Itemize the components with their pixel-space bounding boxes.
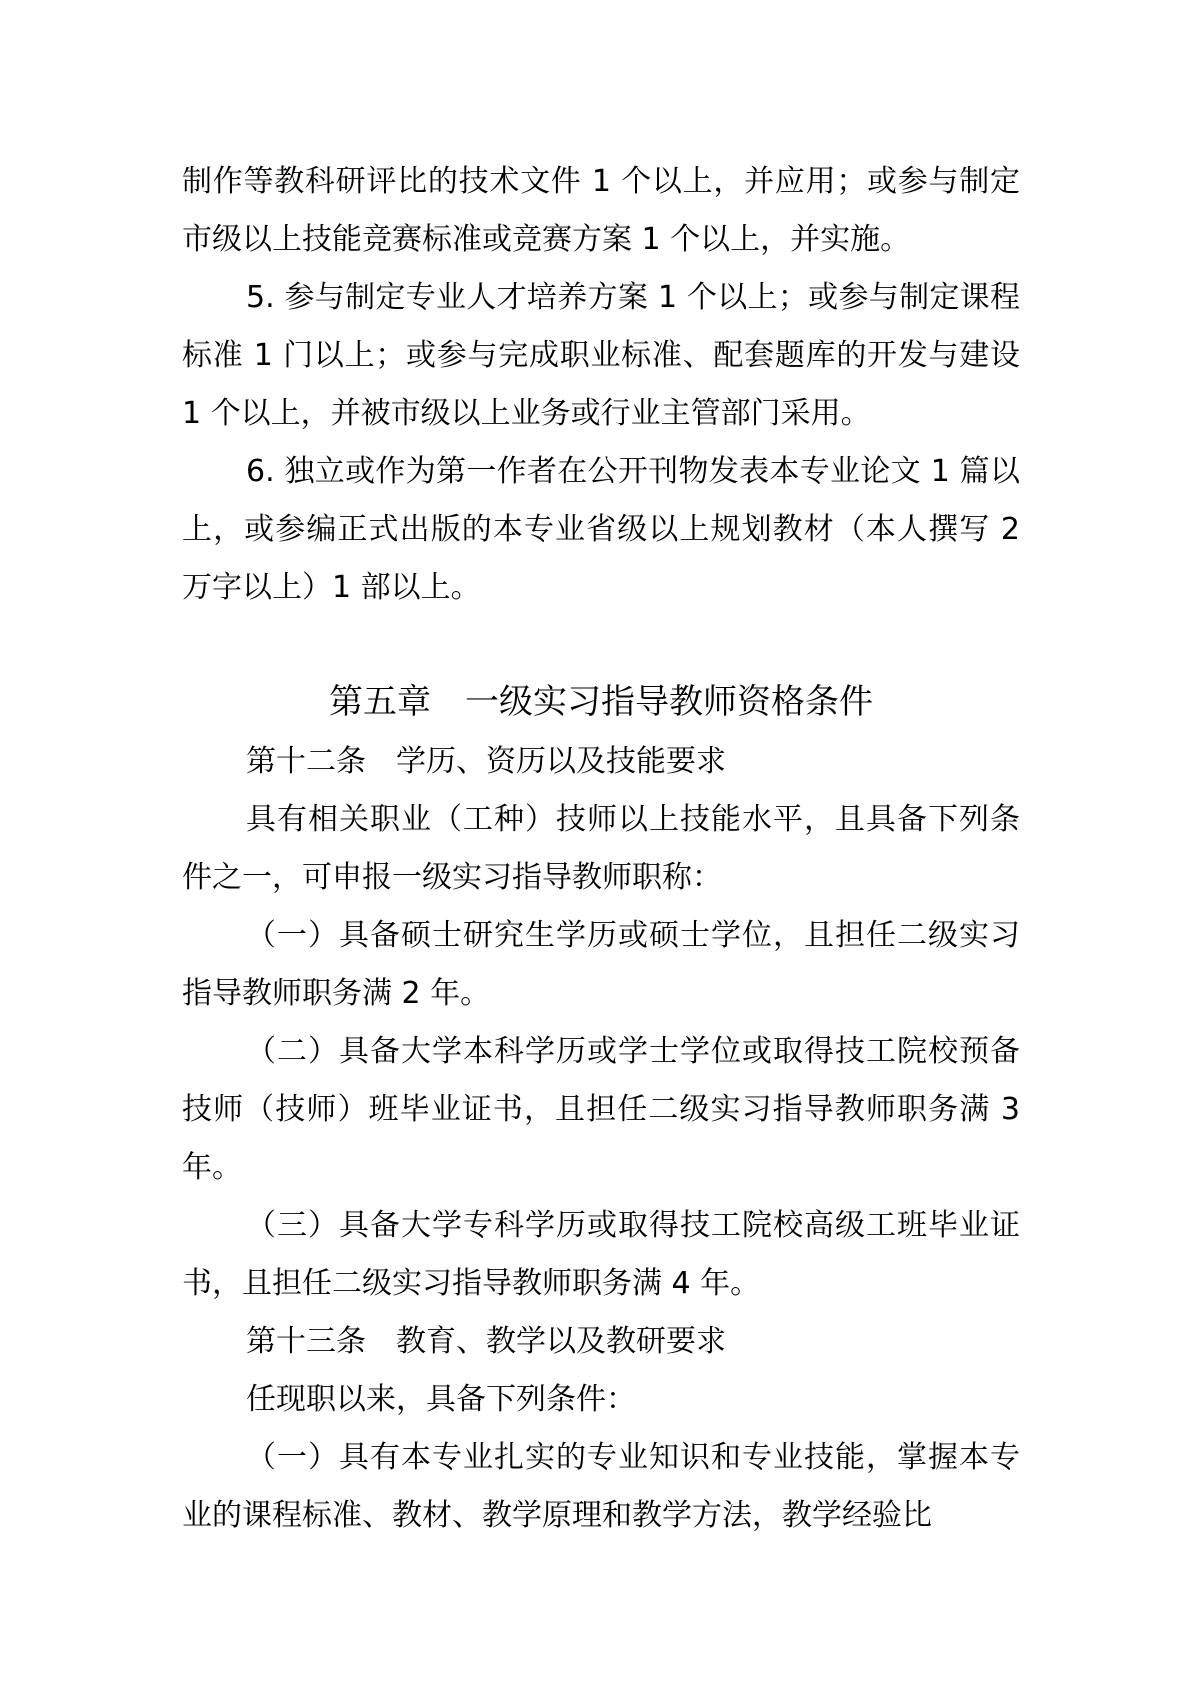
article-12-intro: 具有相关职业（工种）技师以上技能水平，且具备下列条件之一，可申报一级实习指导教师职称： [182, 802, 1020, 895]
article-12-heading: 第十二条 学历、资历以及技能要求 [246, 744, 726, 779]
paragraph-item-5: 5. 参与制定专业人才培养方案 1 个以上；或参与制定课程标准 1 门以上；或参与完成职业标准、配套题库的开发与建设 1 个以上，并被市级以上业务或行业主管部门采用。 [182, 280, 1020, 431]
article-12-item-3: （三）具备大学专科学历或取得技工院校高级工班毕业证书，且担任二级实习指导教师职务满 4 年。 [182, 1208, 1020, 1301]
paragraph-item-6: 6. 独立或作为第一作者在公开刊物发表本专业论文 1 篇以上，或参编正式出版的本专业省级以上规划教材（本人撰写 2 万字以上）1 部以上。 [182, 454, 1020, 605]
article-13-intro: 任现职以来，具备下列条件： [246, 1382, 636, 1417]
chapter-title: 第五章 一级实习指导教师资格条件 [329, 682, 873, 722]
article-12-item-2: （二）具备大学本科学历或学士学位或取得技工院校预备技师（技师）班毕业证书，且担任二级实习指导教师职务满 3 年。 [182, 1034, 1020, 1185]
document-body [182, 153, 1020, 1545]
article-13-heading: 第十三条 教育、教学以及教研要求 [246, 1324, 726, 1359]
article-12-item-1: （一）具备硕士研究生学历或硕士学位，且担任二级实习指导教师职务满 2 年。 [182, 918, 1020, 1011]
article-13-item-1: （一）具有本专业扎实的专业知识和专业技能，掌握本专业的课程标准、教材、教学原理和教学方法，教学经验比 [182, 1440, 1020, 1533]
paragraph-continued: 制作等教科研评比的技术文件 1 个以上，并应用；或参与制定市级以上技能竞赛标准或竞赛方案 1 个以上，并实施。 [182, 164, 1020, 257]
